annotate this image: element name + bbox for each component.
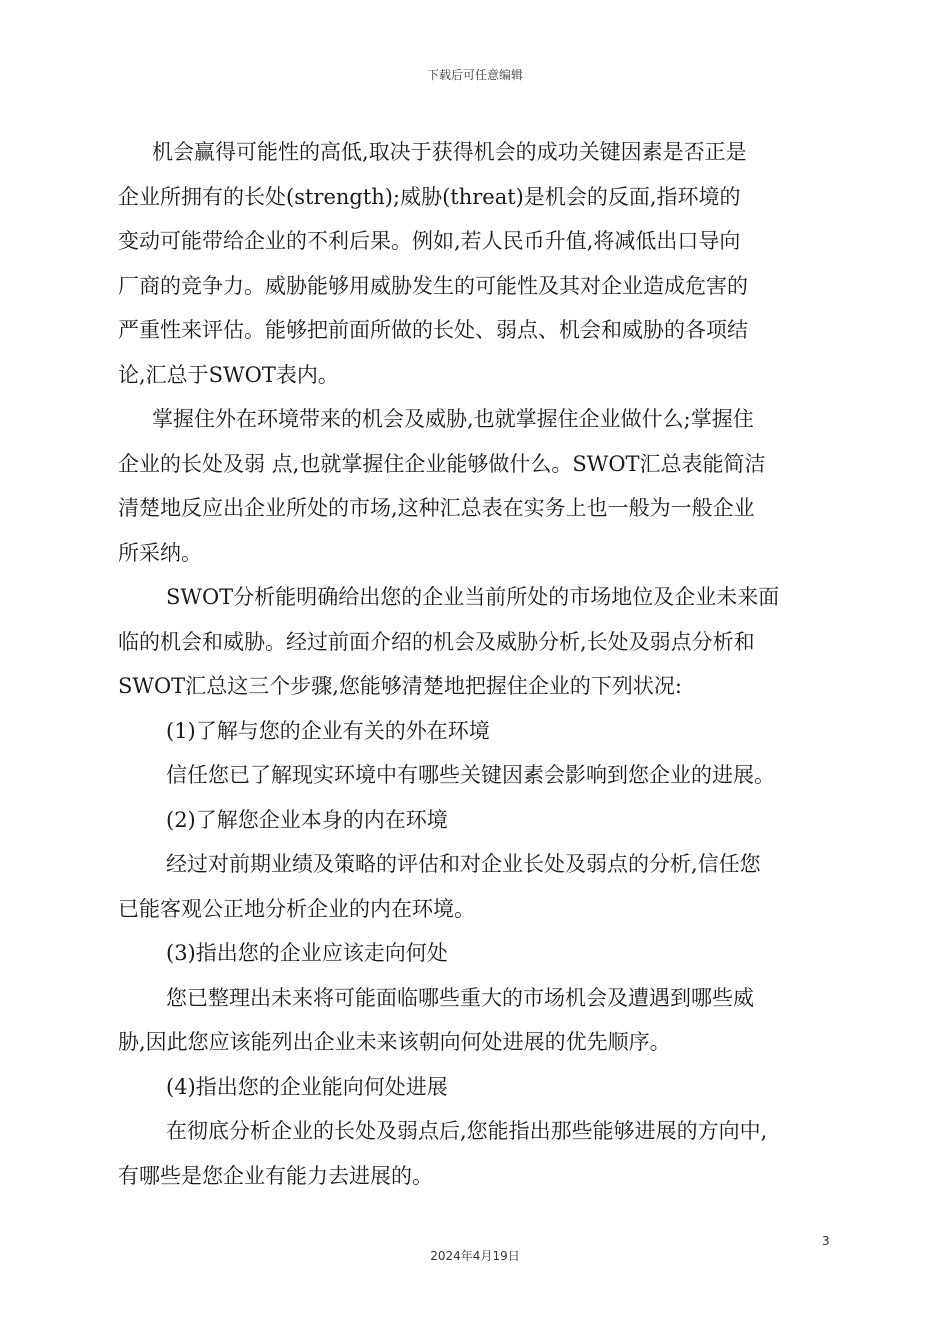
text-line: 变动可能带给企业的不利后果。例如,若人民币升值,将减低出口导向	[118, 229, 741, 253]
text-line: 信任您已了解现实环境中有哪些关键因素会影响到您企业的进展。	[166, 763, 775, 787]
text-line: 企业所拥有的长处(strength);威胁(threat)是机会的反面,指环境的	[118, 184, 741, 209]
paragraph	[118, 130, 834, 397]
page-header: 下载后可任意编辑	[426, 68, 523, 82]
text-line: 有哪些是您企业有能力去进展的。	[118, 1163, 433, 1188]
text-line: 严重性来评估。能够把前面所做的长处、弱点、机会和威胁的各项结	[118, 318, 748, 342]
paragraph	[118, 397, 834, 575]
section-heading: (4)指出您的企业能向何处进展	[166, 1074, 448, 1099]
text-line: 已能客观公正地分析企业的内在环境。	[118, 896, 475, 921]
text-line: 掌握住外在环境带来的机会及威胁,也就掌握住企业做什么;掌握住	[152, 407, 754, 431]
text-line: 论,汇总于SWOT表内。	[118, 362, 339, 387]
paragraph	[118, 575, 834, 709]
text-line: SWOT汇总这三个步骤,您能够清楚地把握住企业的下列状况:	[118, 674, 682, 698]
section-heading: (2)了解您企业本身的内在环境	[166, 807, 448, 832]
paragraph	[118, 842, 834, 931]
text-line: 企业的长处及弱 点,也就掌握住企业能够做什么。SWOT汇总表能简洁	[118, 451, 766, 476]
text-line: 机会赢得可能性的高低,取决于获得机会的成功关键因素是否正是	[152, 140, 747, 164]
text-line: 您已整理出未来将可能面临哪些重大的市场机会及遭遇到哪些威	[166, 985, 754, 1010]
text-line: SWOT分析能明确给出您的企业当前所处的市场地位及企业未来面	[166, 585, 780, 609]
text-line: 清楚地反应出企业所处的市场,这种汇总表在实务上也一般为一般企业	[118, 496, 755, 520]
page-number: 3	[822, 1234, 830, 1248]
section-heading: (3)指出您的企业应该走向何处	[166, 941, 448, 965]
text-line: 经过对前期业绩及策略的评估和对企业长处及弱点的分析,信任您	[166, 852, 761, 876]
text-line: 胁,因此您应该能列出企业未来该朝向何处进展的优先顺序。	[118, 1030, 671, 1054]
paragraph	[118, 1109, 834, 1198]
text-line: 所采纳。	[118, 540, 202, 565]
text-line: 在彻底分析企业的长处及弱点后,您能指出那些能够进展的方向中,	[166, 1119, 768, 1143]
text-line: 临的机会和威胁。经过前面介绍的机会及威胁分析,长处及弱点分析和	[118, 629, 755, 654]
page-footer-date: 2024年4月19日	[430, 1249, 520, 1263]
text-line: 厂商的竞争力。威胁能够用威胁发生的可能性及其对企业造成危害的	[118, 273, 748, 298]
document-body	[118, 130, 834, 1198]
section-heading: (1)了解与您的企业有关的外在环境	[166, 718, 490, 743]
paragraph	[118, 976, 834, 1065]
